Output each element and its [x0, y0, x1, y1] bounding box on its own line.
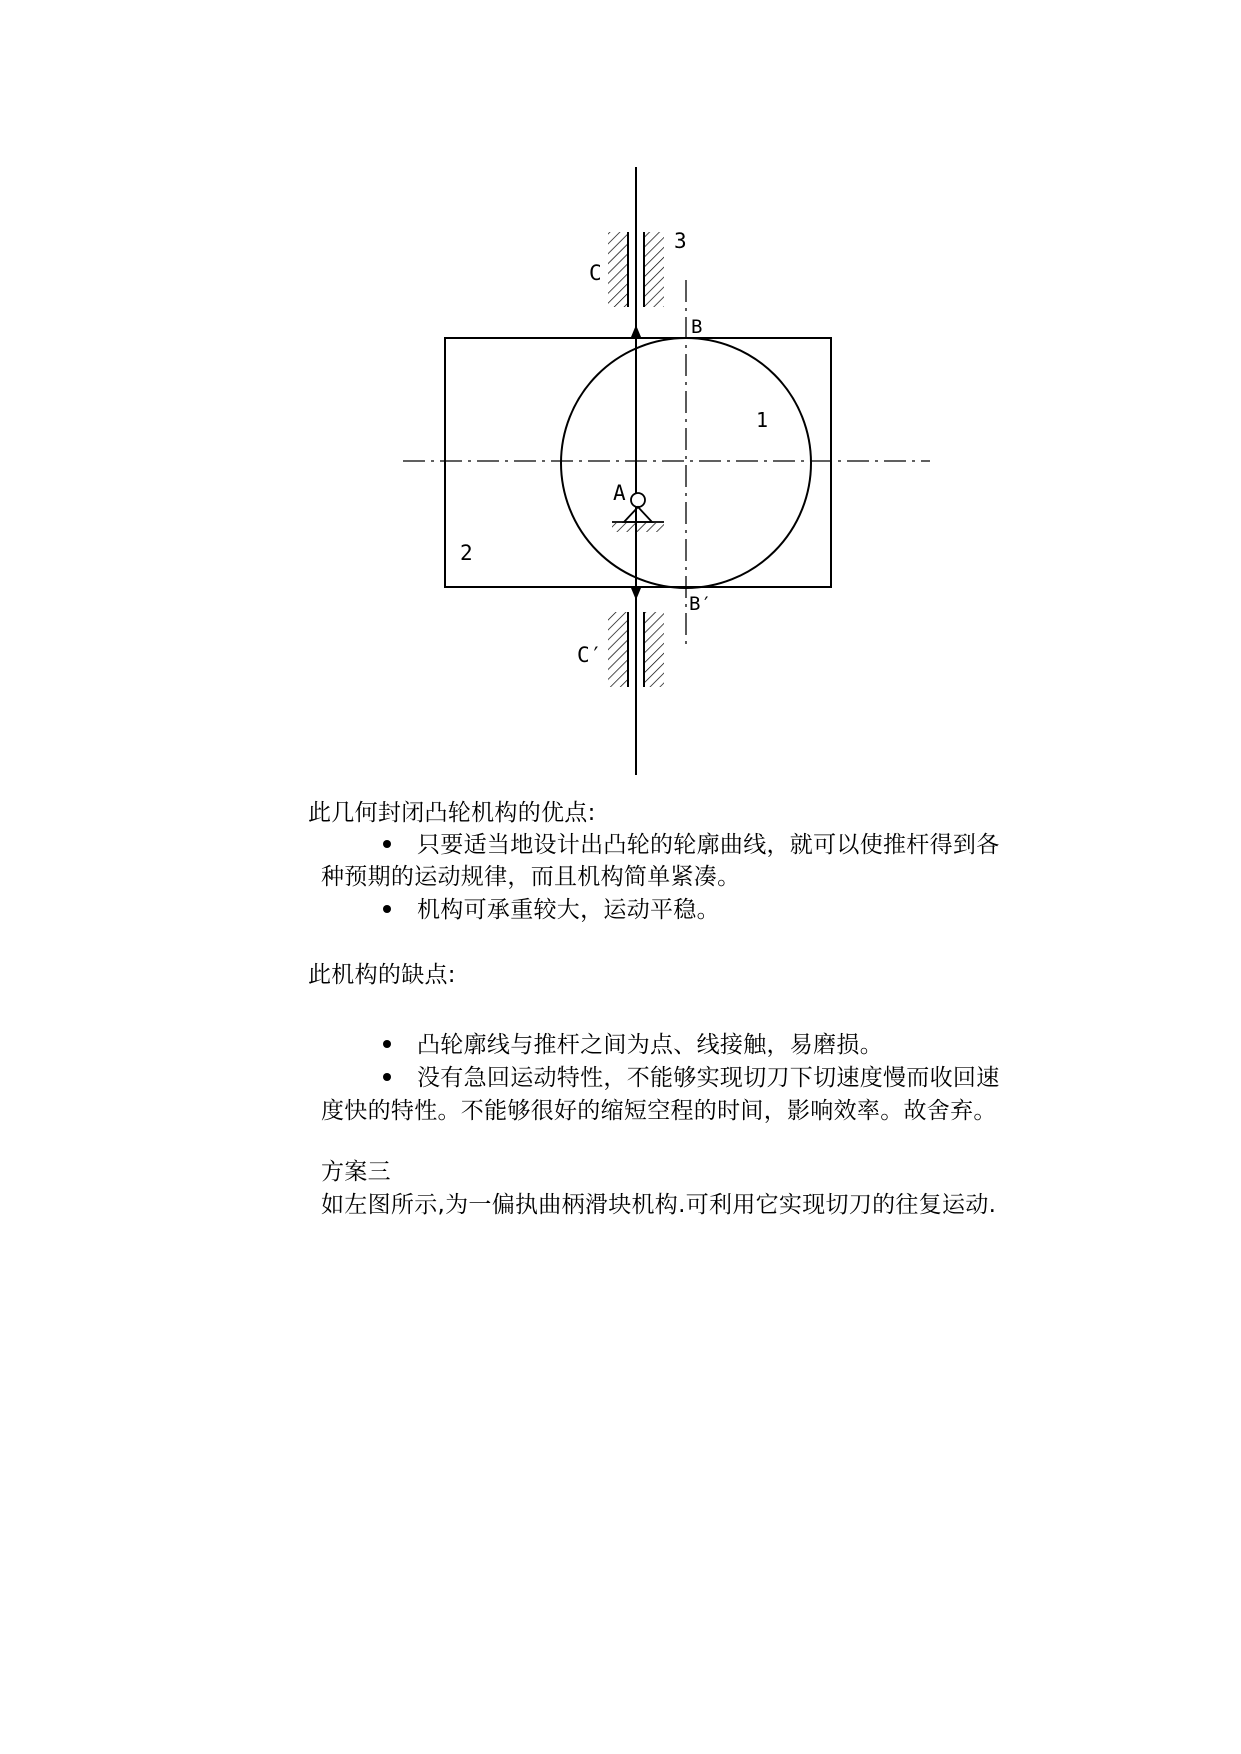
disadvantage-item-2-text: 没有急回运动特性，不能够实现切刀下切速度慢而收回速 [417, 1065, 1000, 1091]
disadvantage-item-1-text: 凸轮廓线与推杆之间为点、线接触，易磨损。 [417, 1032, 883, 1058]
bullet-icon [383, 1040, 391, 1048]
pivot-a-support [624, 507, 652, 522]
label-part-1: 1 [756, 408, 769, 432]
label-part-2: 2 [460, 541, 473, 565]
contact-marker-top [631, 325, 641, 337]
pivot-a-joint [631, 493, 645, 507]
label-point-b: B [691, 316, 703, 338]
scheme3-text: 如左图所示,为一偏执曲柄滑块机构.可利用它实现切刀的往复运动. [321, 1192, 997, 1218]
advantage-item-1-continuation: 种预期的运动规律，而且机构简单紧凑。 [321, 864, 741, 890]
disadvantage-item-2-continuation: 度快的特性。不能够很好的缩短空程的时间，影响效率。故舍弃。 [321, 1098, 997, 1124]
guide-left-bottom-hatch [608, 612, 628, 687]
advantage-item-1-text: 只要适当地设计出凸轮的轮廓曲线，就可以使推杆得到各 [417, 832, 1000, 858]
bullet-icon [383, 905, 391, 913]
advantage-item-2 [383, 895, 720, 925]
advantage-item-2-text: 机构可承重较大，运动平稳。 [417, 897, 720, 923]
cam-mechanism-diagram [0, 0, 1241, 800]
label-point-b-prime: B′ [689, 593, 712, 615]
frame-rectangle [445, 338, 831, 587]
guide-left-top-hatch [608, 232, 628, 307]
bullet-icon [383, 840, 391, 848]
label-part-3: 3 [674, 229, 687, 253]
label-guide-top: C [589, 261, 602, 285]
contact-marker-bottom [631, 588, 641, 600]
bullet-icon [383, 1073, 391, 1081]
guide-right-top-hatch [644, 232, 664, 307]
scheme3-heading: 方案三 [321, 1159, 391, 1185]
guide-right-bottom-hatch [644, 612, 664, 687]
disadvantage-item-1 [383, 1030, 883, 1060]
disadvantages-heading: 此机构的缺点: [308, 962, 456, 988]
advantage-item-1 [383, 830, 1000, 860]
advantages-heading: 此几何封闭凸轮机构的优点: [308, 800, 596, 826]
label-pivot-a: A [613, 481, 626, 505]
pivot-a-ground-hatch [612, 523, 664, 532]
disadvantage-item-2 [383, 1063, 1000, 1093]
label-guide-bottom: C′ [577, 643, 603, 667]
